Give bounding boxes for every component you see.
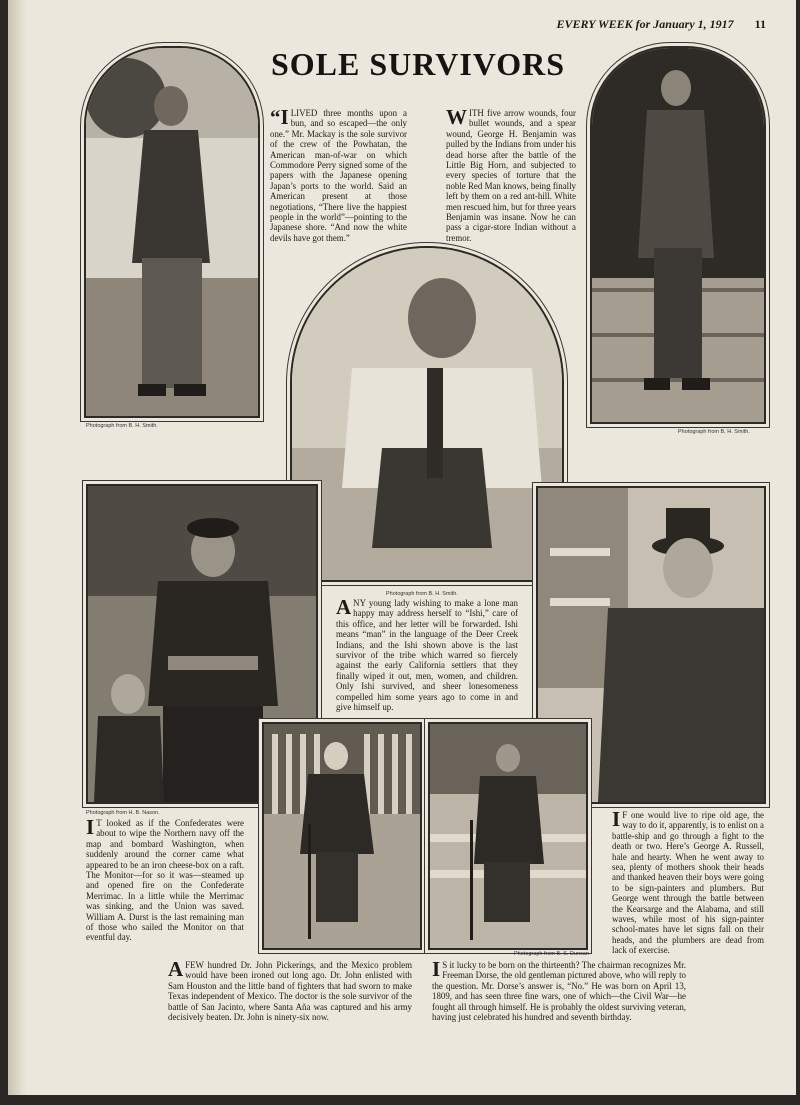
photo-credit-ishi: Photograph from B. H. Smith. <box>386 591 458 597</box>
photo-mackay <box>84 46 260 418</box>
page-title: SOLE SURVIVORS <box>270 46 566 82</box>
article-mackay <box>270 105 407 243</box>
article-pickering <box>168 957 412 1023</box>
dropcap: A <box>336 595 352 619</box>
photo-credit-durst: Photograph from H. B. Nason. <box>86 810 160 816</box>
photo-credit-mackay: Photograph from B. H. Smith. <box>86 423 158 429</box>
magazine-page <box>8 0 796 1095</box>
article-body: S it lucky to be born on the thirteenth? The chairman recognizes Mr. Freeman Dorse, the old gentleman pictured above, who will reply to the question. Mr. Dorse’s answer is, “No.” He was born on April 13, 1809, and has seen three fine wars, one of which—the Civil War—he fought all through himself. He is probably the oldest surviving veteran, having just celebrated his hundred and seventh birthday. <box>432 960 686 1023</box>
article-russell <box>612 807 764 956</box>
dropcap: “I <box>270 105 289 129</box>
dropcap: I <box>432 957 441 981</box>
article-benjamin <box>446 105 576 243</box>
article-body: T looked as if the Confederates were about to wipe the Northern navy off the map and bombard Washington, when suddenly around the corner came what appeared to be an iron cheese-box on a raft. The Monitor—for so it was—steamed up and opened fire on the Confederate Merrimac. In a little while the Merrimac was sinking, and the Union was saved. William A. Durst is the last remaining man of those who sailed the Monitor on that eventful day. <box>86 818 244 943</box>
article-body: FEW hundred Dr. John Pickerings, and the Mexico problem would have been ironed out long ago. Dr. John enlisted with Sam Houston and the little band of fighters that had sworn to make Texas independent of Mexico. The doctor is the sole survivor of the battle of San Jacinto, where Santa Aña was captured and his army decisively beaten. Dr. John is ninety-six now. <box>168 960 412 1023</box>
dropcap: I <box>612 807 621 831</box>
photo-dorse <box>428 722 588 950</box>
page-number: 11 <box>754 17 766 31</box>
article-durst <box>86 815 244 943</box>
photo-benjamin <box>590 46 766 424</box>
article-dorse <box>432 957 686 1023</box>
article-ishi <box>336 595 518 713</box>
article-body: NY young lady wishing to make a lone man happy may address herself to “Ishi,” care of this office, and her letter will be forwarded. Ishi means “man” in the language of the Deer Creek Indians, and the Ishi shown above is the last survivor of the tribe which warred so fiercely against the early California settlers that they finally wiped it out, men, women, and children. Only Ishi survived, and sheer lonesomeness compelled him some years ago to come in and give himself up. <box>336 598 518 713</box>
photo-ishi <box>290 246 564 582</box>
photo-pickering <box>262 722 422 950</box>
photo-credit-dorse: Photograph from B. S. Duncan <box>514 951 589 957</box>
photo-credit-benjamin: Photograph from B. H. Smith. <box>678 429 750 435</box>
running-head <box>556 17 766 32</box>
dropcap: W <box>446 105 467 129</box>
dropcap: A <box>168 957 184 981</box>
article-body: LIVED three months upon a bun, and so escaped—the only one.” Mr. Mackay is the sole survivor of the crew of the Powhatan, the American man-of-war on which Commodore Perry signed some of the papers with the Japanese opening Japan’s ports to the world. Said an American present at those negotiations, “There live the happiest people in the world”—pointing to the Japanese shore. “And now the white devils have got them.” <box>270 108 407 243</box>
dropcap: I <box>86 815 95 839</box>
article-body: ITH five arrow wounds, four bullet wounds, and a spear wound, George H. Benjamin was pulled by the Indians from under his dead horse after the battle of the Little Big Horn, and subjected to every species of torture that the noble Red Man knows, being finally left by them on a red ant-hill. White men rescued him, but for three years Benjamin was insane. Now he can pass a cigar-store Indian without a tremor. <box>446 108 576 243</box>
running-head-text: EVERY WEEK for January 1, 1917 <box>556 17 734 31</box>
article-body: F one would live to ripe old age, the way to do it, apparently, is to enlist on a battle-ship and go through a fight to the death or two. Here’s George A. Russell, hale and hearty. When he went away to sea, plenty of mothers shook their heads and thanked heaven their boys were going to be sign-painters and plumbers. But George went through the battle between the Kearsarge and the Alabama, and still waves, while most of his sign-painter school-mates have let signs fall on their heads, and the plumbers are dead from lack of exercise. <box>612 810 764 956</box>
